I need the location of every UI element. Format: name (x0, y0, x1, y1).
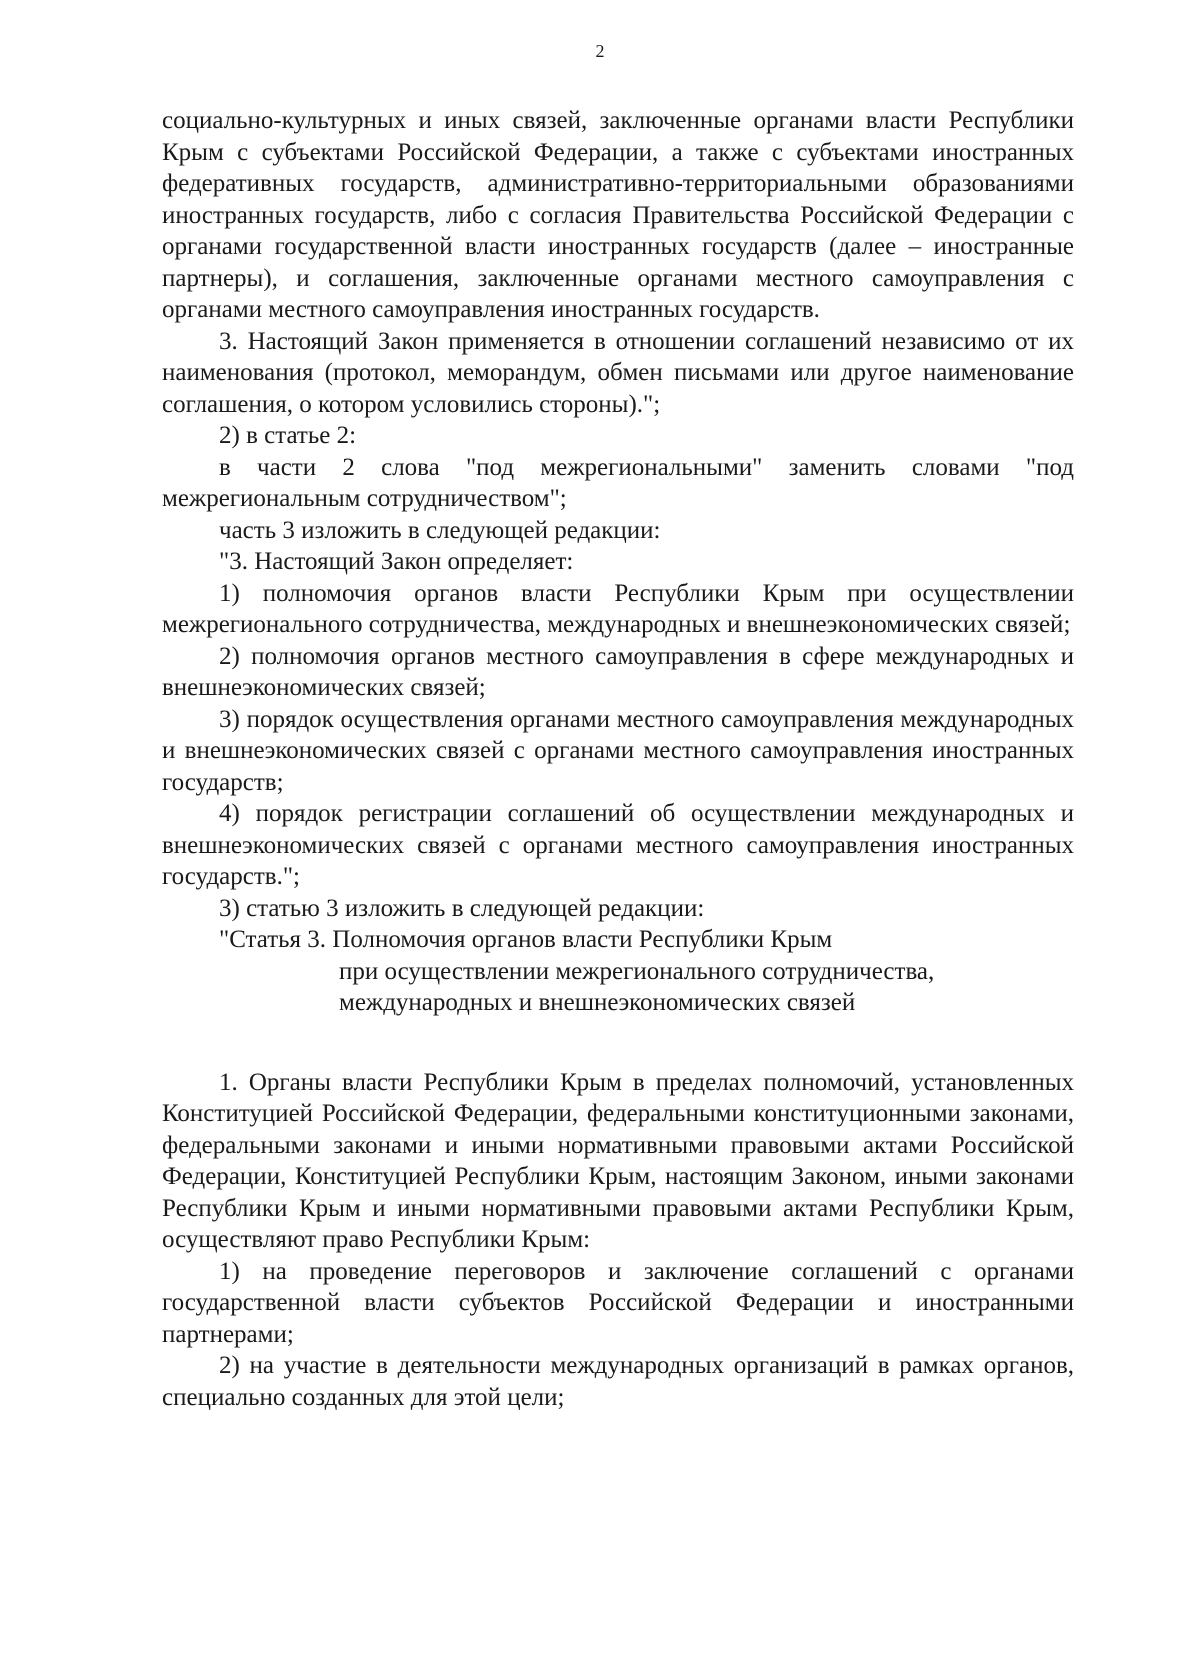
paragraph-item-3: 3) статью 3 изложить в следующей редакции: (219, 894, 705, 922)
paragraph-part-3-change: часть 3 изложить в следующей редакции: (219, 516, 661, 544)
paragraph-subitem-1: 1) полномочия органов власти Республики Крым при осуществлении межрегионального сотрудничества, международных и внешнеэкономических связей; (162, 579, 1074, 638)
paragraph-subitem-3: 3) порядок осуществления органами местного самоуправления международных и внешнеэкономических связей с органами местного самоуправления иностранных государств; (162, 705, 1074, 796)
paragraph-continuation: социально-культурных и иных связей, заключенные органами власти Республики Крым с субъектами Российской Федерации, а также с субъектами иностранных федеративных государств, административно-территориальными образованиями иностранных государств, либо с согласия Правительства Российской Федерации с органами государственной власти иностранных государств (далее – иностранные партнеры), и соглашения, заключенные органами местного самоуправления с органами местного самоуправления иностранных государств. (162, 107, 1074, 323)
paragraph-part-2-change: в части 2 слова "под межрегиональными" заменить словами "под межрегиональным сотрудничеством"; (162, 453, 1074, 512)
paragraph-subitem-2: 2) полномочия органов местного самоуправления в сфере международных и внешнеэкономических связей; (162, 642, 1074, 701)
document-body (162, 105, 1074, 1413)
paragraph-law-defines: "3. Настоящий Закон определяет: (219, 548, 574, 575)
article-subitem-1: 1) на проведение переговоров и заключение соглашений с органами государственной власти субъектов Российской Федерации и иностранными партнерами; (162, 1257, 1074, 1348)
article-subitem-2: 2) на участие в деятельности международных организаций в рамках органов, специально созданных для этой цели; (162, 1352, 1074, 1411)
article-heading-line-1: "Статья 3. Полномочия органов власти Республики Крым (219, 926, 833, 953)
paragraph-item-2: 2) в статье 2: (219, 422, 357, 449)
paragraph-subitem-4: 4) порядок регистрации соглашений об осуществлении международных и внешнеэкономических связей с органами местного самоуправления иностранных государств."; (162, 800, 1074, 890)
article-heading-line-3: международных и внешнеэкономических связей (339, 989, 856, 1016)
page-number: 2 (595, 41, 605, 61)
spacer (162, 1019, 1074, 1067)
article-heading-line-2: при осуществлении межрегионального сотрудничества, (339, 957, 935, 985)
article-heading (162, 924, 1074, 1019)
article-paragraph-1: 1. Органы власти Республики Крым в пределах полномочий, установленных Конституцией Российской Федерации, федеральными конституционными законами, федеральными законами и иными нормативными правовыми актами Российской Федерации, Конституцией Республики Крым, настоящим Законом, иными законами Республики Крым и иными нормативными правовыми актами Республики Крым, осуществляют право Республики Крым: (162, 1068, 1074, 1253)
paragraph-part-3: 3. Настоящий Закон применяется в отношении соглашений независимо от их наименования (протокол, меморандум, обмен письмами или другое наименование соглашения, о котором условились стороны)."; (162, 327, 1074, 418)
